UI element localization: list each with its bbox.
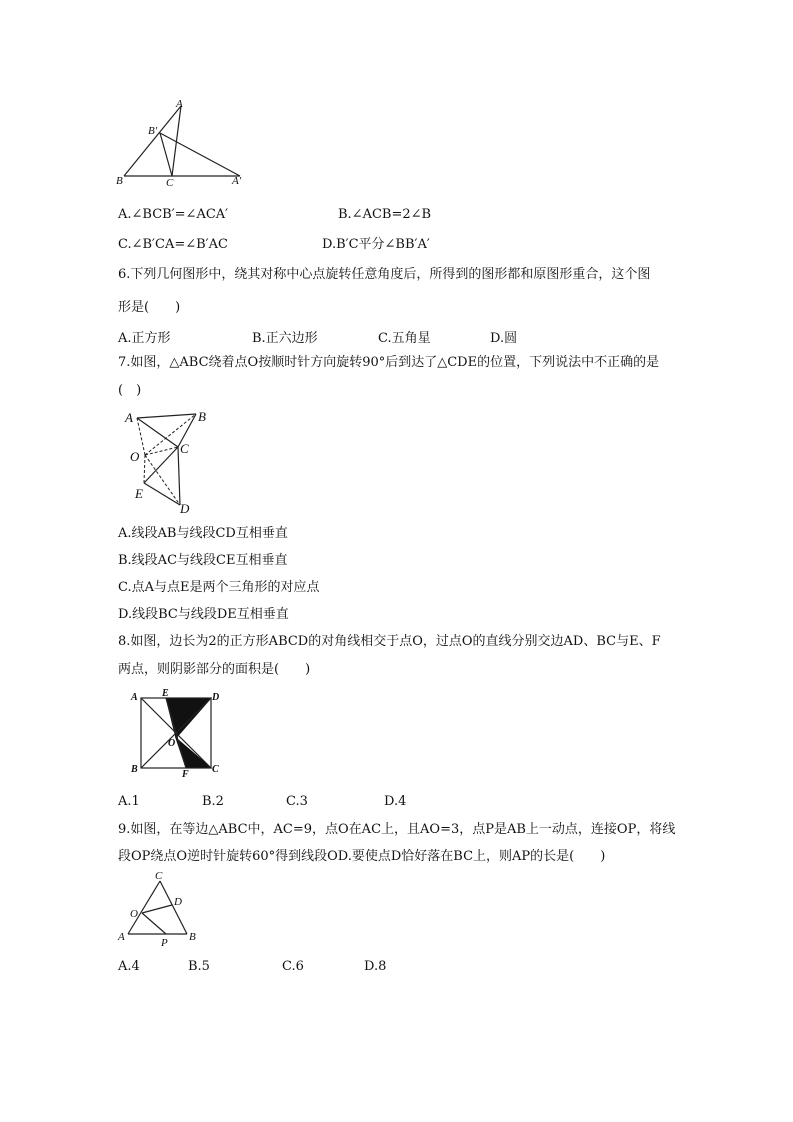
q7-label-o: O xyxy=(130,449,140,464)
q7-figure xyxy=(122,405,212,517)
q5-label-b: B xyxy=(116,175,123,187)
q5-figure xyxy=(112,96,252,188)
q7-label-a: A xyxy=(125,410,133,425)
q6-option-d: D.圆 xyxy=(490,331,518,346)
q7-line-ab xyxy=(137,414,196,418)
q5-option-d: D.B′C平分∠BB′A′ xyxy=(322,237,430,252)
q7-label-e: E xyxy=(135,486,143,501)
q8-stem-line1: 8.如图，边长为2的正方形ABCD的对角线相交于点O，过点O的直线分别交边AD、BC与E、F xyxy=(118,634,661,649)
q7-stem-line1: 7.如图，△ABC绕着点O按顺时针方向旋转90°后到达了△CDE的位置，下列说法中不正确的是 xyxy=(118,355,660,370)
q5-label-b-prime: B′ xyxy=(148,125,158,137)
q9-option-b: B.5 xyxy=(188,959,210,974)
q8-option-a: A.1 xyxy=(118,794,140,809)
q7-dash-od xyxy=(145,455,180,505)
q6-option-c: C.五角星 xyxy=(378,331,431,346)
q5-line-ac xyxy=(172,106,181,176)
q8-label-b: B xyxy=(131,764,138,775)
q6-option-a: A.正方形 xyxy=(118,331,171,346)
q7-line-de xyxy=(144,483,180,505)
q9-option-c: C.6 xyxy=(282,959,304,974)
q8-label-o: O xyxy=(168,738,176,749)
q7-stem-line2: ( ) xyxy=(118,383,142,398)
q9-label-o: O xyxy=(130,908,138,920)
q8-figure xyxy=(128,686,224,778)
q6-stem-line2: 形是( ) xyxy=(118,300,181,315)
q8-label-c: C xyxy=(212,764,219,775)
q9-label-b: B xyxy=(189,931,196,943)
q5-label-a: A xyxy=(176,98,183,110)
q9-figure xyxy=(114,868,210,948)
q5-label-c: C xyxy=(166,177,174,188)
q8-label-f: F xyxy=(182,769,189,778)
q6-option-b: B.正六边形 xyxy=(252,331,318,346)
q8-option-b: B.2 xyxy=(202,794,224,809)
q8-option-c: C.3 xyxy=(286,794,308,809)
q8-label-a: A xyxy=(131,692,138,703)
q8-label-e: E xyxy=(162,688,169,699)
q5-line-ba xyxy=(124,106,181,176)
q5-label-a-prime: A′ xyxy=(232,175,242,187)
q9-stem-line2: 段OP绕点O逆时针旋转60°得到线段OD.要使点D恰好落在BC上，则AP的长是( ) xyxy=(118,849,606,864)
q7-label-b: B xyxy=(198,409,206,424)
q5-line-b-prime-c xyxy=(160,133,172,176)
q5-option-c: C.∠B′CA=∠B′AC xyxy=(118,237,228,252)
q9-line-op xyxy=(142,913,166,934)
q9-line-od xyxy=(142,905,172,913)
q7-line-ac xyxy=(137,418,178,447)
q5-line-b-prime-a-prime xyxy=(160,133,240,176)
q7-label-d: D xyxy=(180,501,190,516)
q6-stem-line1: 6.下列几何图形中，绕其对称中心点旋转任意角度后，所得到的图形都和原图形重合，这个图 xyxy=(118,267,651,282)
q8-stem-line2: 两点，则阴影部分的面积是( ) xyxy=(118,662,311,677)
q7-option-a: A.线段AB与线段CD互相垂直 xyxy=(118,526,288,541)
q5-option-a: A.∠BCB′=∠ACA′ xyxy=(118,207,229,222)
q5-option-b: B.∠ACB=2∠B xyxy=(338,207,432,222)
q9-option-a: A.4 xyxy=(118,959,140,974)
q7-option-d: D.线段BC与线段DE互相垂直 xyxy=(118,607,289,622)
q9-stem-line1: 9.如图，在等边△ABC中，AC=9，点O在AC上，且AO=3，点P是AB上一动点，连接OP，将线 xyxy=(118,822,676,837)
q7-option-c: C.点A与点E是两个三角形的对应点 xyxy=(118,580,320,595)
q7-label-c: C xyxy=(180,441,189,456)
q9-label-a: A xyxy=(118,931,125,943)
q9-option-d: D.8 xyxy=(364,959,387,974)
q7-dash-oe xyxy=(144,455,145,483)
q9-label-c: C xyxy=(155,870,163,882)
q9-label-p: P xyxy=(161,937,168,948)
q8-label-d: D xyxy=(212,692,220,703)
q9-label-d: D xyxy=(174,896,182,908)
q7-option-b: B.线段AC与线段CE互相垂直 xyxy=(118,553,288,568)
q8-option-d: D.4 xyxy=(384,794,407,809)
